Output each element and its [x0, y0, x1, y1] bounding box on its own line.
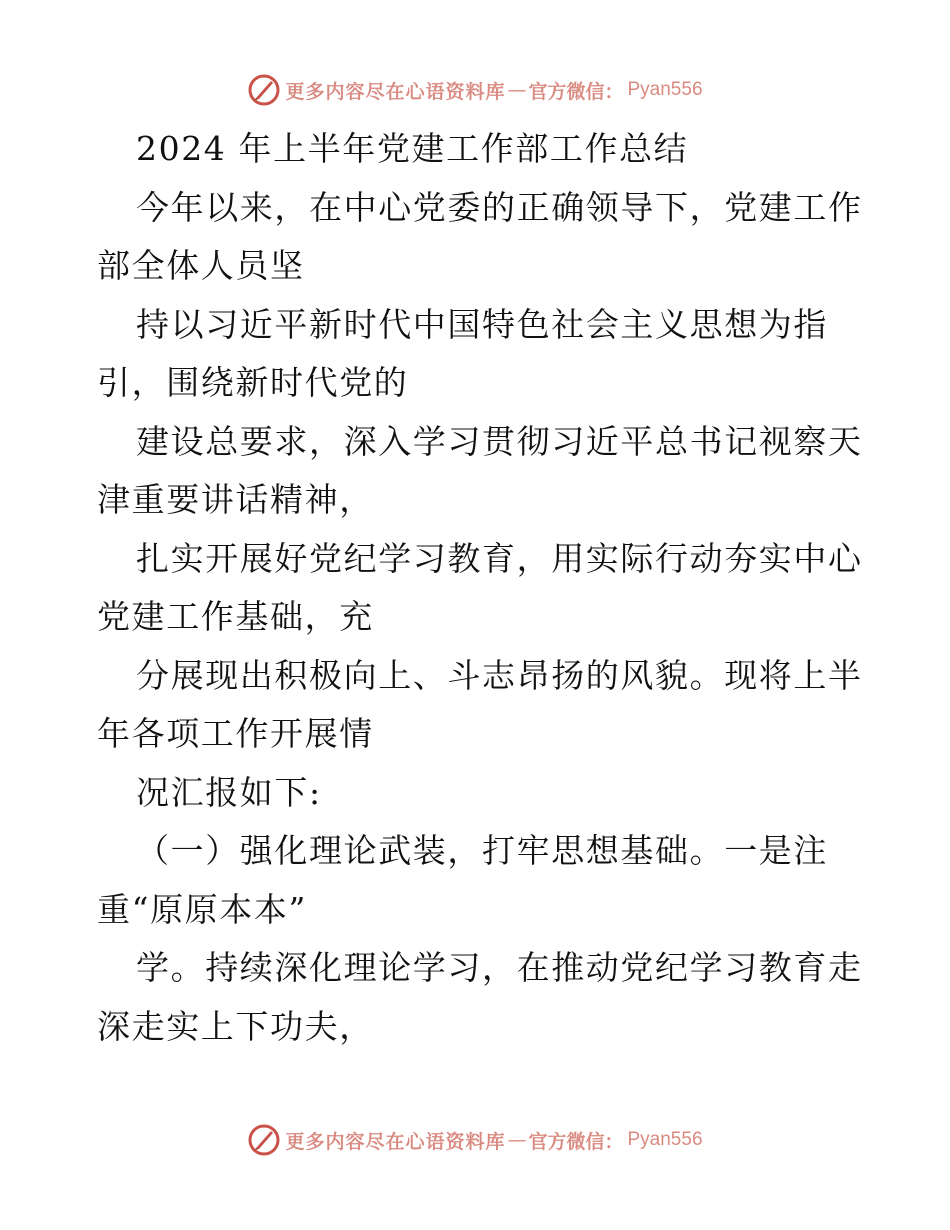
text-line: 分展现出积极向上、斗志昂扬的风貌。现将上半 [136, 655, 863, 695]
quill-logo-icon [247, 73, 281, 107]
text-line: 建设总要求，深入学习贯彻习近平总书记视察天 [136, 421, 863, 461]
watermark-wechat-id: Pyan556 [627, 79, 703, 100]
watermark-separator: — [507, 79, 527, 101]
text-line: 扎实开展好党纪学习教育，用实际行动夯实中心 [136, 538, 863, 578]
text-line: 学。持续深化理论学习，在推动党纪学习教育走 [136, 948, 863, 987]
section-heading-line: （一）强化理论武装，打牢思想基础。一是注 [136, 831, 828, 870]
document-body [97, 120, 863, 1056]
quill-logo-icon [247, 1123, 281, 1157]
watermark-text: 更多内容尽在心语资料库 [285, 80, 506, 103]
text-line: 持以习近平新时代中国特色社会主义思想为指 [136, 304, 828, 344]
watermark-wechat-label: 官方微信： [528, 80, 624, 103]
text-line: 重“原原本本” [97, 889, 307, 929]
text-line: 深走实上下功夫， [97, 1006, 374, 1046]
header-watermark [0, 70, 950, 110]
watermark-separator: — [507, 1129, 527, 1151]
text-line: 津重要讲话精神， [97, 480, 374, 519]
text-line: 年各项工作开展情 [97, 714, 374, 753]
text-line: 今年以来，在中心党委的正确领导下，党建工作 [136, 187, 863, 227]
watermark-wechat-label: 官方微信： [528, 1130, 624, 1153]
text-line: 况汇报如下: [136, 772, 322, 812]
document-title: 2024 年上半年党建工作部工作总结 [136, 129, 689, 168]
text-line: 引，围绕新时代党的 [97, 363, 409, 402]
footer-watermark [0, 1120, 950, 1160]
text-line: 部全体人员坚 [97, 246, 305, 285]
watermark-text: 更多内容尽在心语资料库 [285, 1130, 506, 1153]
watermark-wechat-id: Pyan556 [627, 1129, 703, 1150]
text-line: 党建工作基础，充 [97, 597, 374, 636]
